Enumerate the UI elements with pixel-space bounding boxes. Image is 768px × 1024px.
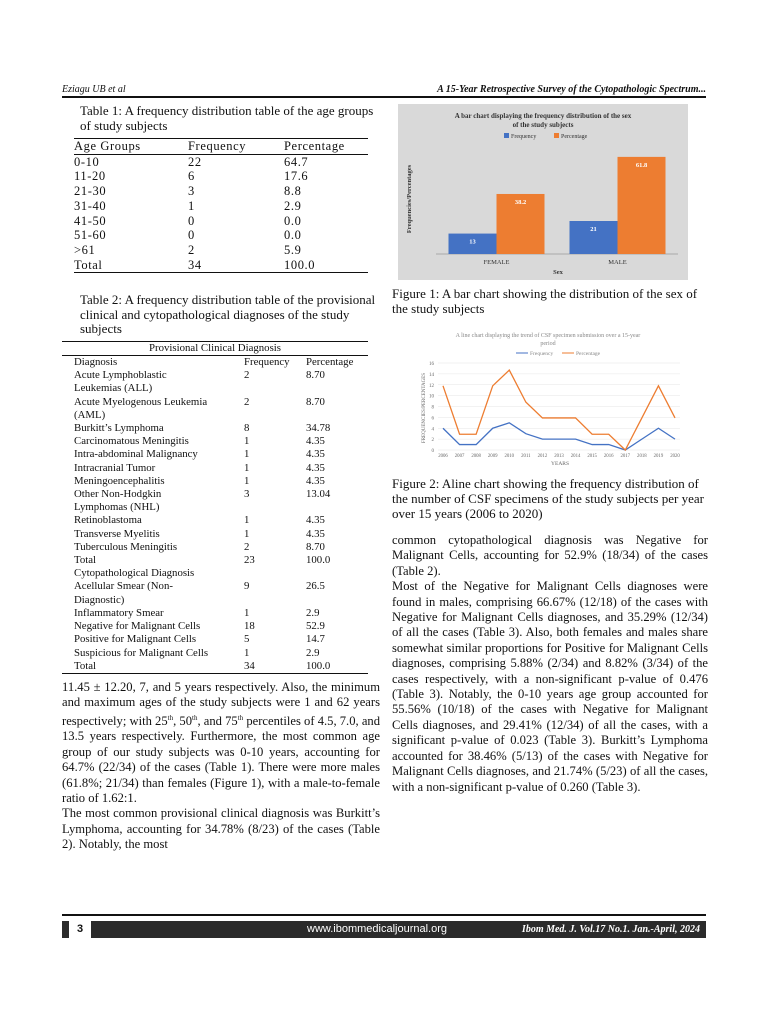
left-body-text	[62, 680, 380, 853]
table-row	[62, 356, 368, 370]
cell-label: Tuberculous Meningitis	[74, 540, 178, 553]
legend-label: Frequency	[511, 134, 537, 140]
cell-label: Positive for Malignant Cells	[74, 633, 197, 646]
cell-value: 1	[188, 198, 195, 213]
x-tick-label: 2016	[603, 454, 614, 459]
cell-value: 9	[244, 580, 250, 593]
figure1-caption: Figure 1: A bar chart showing the distribution of the sex of the study subjects	[392, 286, 698, 316]
legend-swatch	[504, 133, 509, 138]
section-title: Provisional Clinical Diagnosis	[149, 341, 281, 354]
cell-value: 1	[244, 435, 250, 448]
cell-value: 4.35	[306, 514, 325, 527]
cell-value: 1	[244, 606, 250, 619]
paragraph: Most of the Negative for Malignant Cells diagnoses were found in males, comprising 66.67% (12/18) of the cases with Negative for Malignant Cells diagnoses, and 35.29% (12/34) of all the cases (Table 3). Also, both females and males share somewhat similar proportions for Positive for Malignant Cells diagnoses, comprising 5.88% (2/34) and 8.82% (3/34) of the cases respectively, with a non-significant p-value of 0.476 (Table 3). Notably, the 0-10 years age group accounted for 55.56% (10/18) of the cases with Negative for Malignant Cells diagnoses, and 29.41% (12/34) of all the cases, with a significant p-value of 0.023 (Table 3). Burkitt’s Lymphoma accounted for 38.46% (5/13) of the cases with Negative for Malignant Cells diagnoses, and 21.74% (5/23) of all the cases, with a non-significant p-value of 0.260 (Table 3).	[392, 579, 708, 794]
cell-label: Total	[74, 257, 103, 272]
legend-label: Percentage	[561, 134, 588, 140]
cell-label: 41-50	[74, 213, 107, 228]
footer-rule	[62, 914, 706, 916]
cell-value: 8.70	[306, 540, 325, 553]
cell-value: 2.9	[284, 198, 302, 213]
cell-value: 8.70	[306, 369, 325, 382]
cell-value	[244, 567, 306, 580]
cell-label: Inflammatory Smear	[74, 606, 164, 619]
figure2-line-chart	[398, 328, 688, 470]
y-tick-label: 8	[431, 405, 434, 411]
cell-value: 64.7	[284, 154, 309, 169]
cell-value	[244, 382, 306, 395]
cell-value: 4.35	[306, 461, 325, 474]
cell-value: 0.0	[284, 228, 302, 243]
table-header-row	[74, 139, 368, 155]
journal-citation: Ibom Med. J. Vol.17 No.1. Jan.-April, 2024	[521, 924, 700, 935]
cell-value: Percentage	[284, 139, 368, 155]
y-tick-label: 0	[431, 449, 434, 454]
cell-value: 0.0	[284, 213, 302, 228]
running-header-authors: Eziagu UB et al	[62, 84, 126, 95]
cell-label: Acute Lymphoblastic	[74, 369, 167, 382]
cell-value: Percentage	[306, 356, 368, 370]
x-axis-label: Sex	[553, 269, 563, 276]
table-row	[74, 184, 368, 199]
y-axis-label: Frequencies/Percentages	[406, 164, 413, 234]
cell-label: 51-60	[74, 228, 107, 243]
table-row	[62, 382, 368, 395]
table-row	[62, 448, 368, 461]
cell-value: 18	[244, 620, 255, 633]
table-row	[74, 169, 368, 184]
cell-value: 5	[244, 633, 250, 646]
y-tick-label: 2	[431, 438, 434, 444]
cell-value: 14.7	[306, 633, 325, 646]
legend-swatch	[554, 133, 559, 138]
x-tick-label: 2012	[537, 454, 548, 459]
legend-label: Percentage	[576, 351, 601, 357]
figure2-caption: Figure 2: Aline chart showing the frequency distribution of the number of CSF specimens of the study subjects per year over 15 years (2006 to 2020)	[392, 476, 704, 521]
cell-value: Frequency	[244, 356, 306, 370]
cell-label: Intra-abdominal Malignancy	[74, 448, 198, 461]
cell-value: 4.35	[306, 435, 325, 448]
table-row	[74, 214, 368, 229]
cell-value: 1	[244, 646, 250, 659]
cell-label: Acute Myelogenous Leukemia	[74, 395, 208, 408]
journal-website-link[interactable]: www.ibommedicaljournal.org	[307, 923, 448, 935]
figure1-bar-chart	[398, 104, 688, 280]
table-row	[62, 475, 368, 488]
cell-label: Acellular Smear (Non-	[74, 580, 173, 593]
cell-value	[306, 382, 368, 395]
series-line	[443, 370, 675, 450]
chart-title: A line chart displaying the trend of CSF specimen submission over a 15-year	[455, 333, 641, 339]
table-row	[62, 567, 368, 580]
cell-value: 1	[244, 474, 250, 487]
data-label: 13	[469, 238, 476, 246]
cell-label: Intracranial Tumor	[74, 461, 156, 474]
line-chart-svg	[398, 328, 688, 470]
cell-value: 22	[188, 154, 202, 169]
table-row	[62, 514, 368, 527]
table-row	[74, 243, 368, 258]
cell-label: Diagnostic)	[74, 593, 125, 606]
cell-value: 2	[244, 540, 250, 553]
cell-label: Total	[74, 554, 97, 567]
cell-value: 100.0	[284, 257, 316, 272]
cell-value: 1	[244, 527, 250, 540]
table-row	[62, 422, 368, 435]
table-row	[74, 154, 368, 169]
x-tick-label: FEMALE	[483, 259, 510, 266]
table-section-header	[62, 341, 368, 355]
table-row	[62, 528, 368, 541]
cell-value: 3	[244, 488, 250, 501]
cell-value: 100.0	[306, 659, 331, 672]
y-tick-label: 12	[429, 383, 434, 389]
cell-label: Negative for Malignant Cells	[74, 620, 201, 633]
paragraph: common cytopathological diagnosis was Negative for Malignant Cells, accounting for 52.9% (18/34) of the cases (Table 2).	[392, 533, 708, 578]
cell-value: 100.0	[306, 554, 331, 567]
cell-label: Age Groups	[74, 139, 188, 155]
cell-value	[306, 594, 368, 607]
cell-value: 34	[244, 659, 255, 672]
right-body-text	[392, 533, 708, 795]
x-tick-label: 2019	[653, 454, 664, 459]
y-tick-label: 14	[429, 372, 434, 378]
cell-value: 8.8	[284, 184, 302, 199]
x-tick-label: 2007	[454, 454, 465, 459]
left-column	[62, 104, 380, 853]
cell-value: 0	[188, 228, 195, 243]
data-label: 61.8	[635, 161, 648, 169]
cell-label: Total	[74, 659, 97, 672]
table-row	[62, 554, 368, 567]
y-tick-label: 4	[431, 427, 434, 433]
cell-value: 34	[188, 257, 202, 272]
bar-chart-svg	[398, 104, 688, 280]
cell-value: 8	[244, 422, 250, 435]
cell-label: Transverse Myelitis	[74, 527, 160, 540]
table-row	[62, 462, 368, 475]
cell-value: 6	[188, 169, 195, 184]
table-row	[62, 501, 368, 514]
x-axis-label: YEARS	[550, 461, 570, 467]
x-tick-label: 2008	[471, 454, 481, 459]
cell-value	[244, 501, 306, 514]
data-label: 21	[590, 226, 597, 233]
bar	[618, 157, 666, 254]
cell-label: Diagnosis	[62, 356, 244, 370]
cell-value	[244, 409, 306, 422]
x-tick-label: 2011	[521, 454, 531, 459]
cell-label: >61	[74, 242, 96, 257]
cell-value: 4.35	[306, 448, 325, 461]
table-row	[62, 409, 368, 422]
cell-value: 2	[244, 369, 250, 382]
cell-value: 17.6	[284, 169, 309, 184]
cell-label: Other Non-Hodgkin	[74, 488, 162, 501]
cell-label: 21-30	[74, 184, 107, 199]
cell-value: 2.9	[306, 606, 320, 619]
table-row	[62, 369, 368, 382]
x-tick-label: 2015	[587, 454, 597, 459]
table2	[62, 341, 368, 674]
cell-value: 4.35	[306, 527, 325, 540]
cell-value: 23	[244, 554, 255, 567]
table-row	[62, 594, 368, 607]
x-tick-label: 2020	[670, 454, 680, 459]
x-tick-label: 2006	[438, 454, 448, 459]
footer-bar	[62, 921, 706, 938]
paragraph: The most common provisional clinical diagnosis was Burkitt’s Lymphoma, accounting for 34.78% (8/23) of the cases (Table 2). Notably, the most	[62, 806, 380, 852]
y-tick-label: 10	[429, 394, 434, 400]
cell-value	[244, 594, 306, 607]
x-tick-label: 2014	[570, 454, 581, 459]
cell-label: 0-10	[74, 154, 100, 169]
series-line	[443, 423, 675, 450]
x-tick-label: 2017	[620, 454, 631, 459]
y-tick-label: 16	[429, 362, 434, 367]
cell-value: 3	[188, 184, 195, 199]
x-tick-label: 2013	[554, 454, 564, 459]
y-axis-label: FREQUENCIES/PERCENTAGES	[422, 372, 427, 444]
table-row	[62, 647, 368, 660]
cell-label: Meningoencephalitis	[74, 474, 165, 487]
cell-value	[306, 409, 368, 422]
running-header-title: A 15-Year Retrospective Survey of the Cytopathologic Spectrum...	[437, 84, 706, 95]
table-row	[74, 199, 368, 214]
chart-title: period	[540, 341, 556, 347]
table-row	[74, 228, 368, 243]
cell-value: 2.9	[306, 646, 320, 659]
paragraph: 11.45 ± 12.20, 7, and 5 years respectively. Also, the minimum and maximum ages of the study subjects were 1 and 62 years respectively; with 25th, 50th, and 75th percentiles of 4.5, 7.0, and 13.5 years respectively. Furthermore, the most common age group of our study subjects was 0-10 years, accounting for 64.7% (22/34) of the cases (Table 1). There were more males (61.8%; 21/34) than females (Figure 1), with a male-to-female ratio of 1.62:1.	[62, 679, 380, 805]
page-number: 3	[66, 921, 91, 938]
cell-value: 2	[188, 242, 195, 257]
table-row	[62, 620, 368, 633]
cell-value	[306, 501, 368, 514]
table-row	[62, 660, 368, 674]
header-rule	[62, 96, 706, 98]
x-tick-label: 2009	[487, 454, 498, 459]
table-row	[62, 396, 368, 409]
cell-value: 5.9	[284, 242, 302, 257]
cell-value	[306, 567, 368, 580]
cell-value: 2	[244, 395, 250, 408]
table1	[74, 138, 368, 273]
cell-value: Frequency	[188, 139, 284, 155]
table-row	[62, 435, 368, 448]
legend-label: Frequency	[530, 351, 554, 357]
cell-label: Burkitt’s Lymphoma	[74, 422, 164, 435]
cell-value: 8.70	[306, 395, 325, 408]
cell-label: Lymphomas (NHL)	[74, 501, 160, 514]
cell-value: 1	[244, 461, 250, 474]
cell-value: 4.35	[306, 474, 325, 487]
cell-value: 34.78	[306, 422, 331, 435]
cell-label: Carcinomatous Meningitis	[74, 435, 189, 448]
table-row	[62, 607, 368, 620]
cell-label: Leukemias (ALL)	[74, 382, 153, 395]
cell-value: 52.9	[306, 620, 325, 633]
table-row	[62, 488, 368, 501]
data-label: 38.2	[514, 198, 527, 206]
chart-title: of the study subjects	[512, 121, 574, 129]
cell-label: Cytopathological Diagnosis	[74, 567, 195, 580]
cell-label: Retinoblastoma	[74, 514, 142, 527]
x-tick-label: MALE	[608, 259, 627, 266]
cell-value: 0	[188, 213, 195, 228]
cell-label: 11-20	[74, 169, 106, 184]
chart-title: A bar chart displaying the frequency distribution of the sex	[454, 112, 632, 120]
table1-caption: Table 1: A frequency distribution table of the age groups of study subjects	[80, 103, 374, 133]
y-tick-label: 6	[431, 416, 434, 422]
table2-caption: Table 2: A frequency distribution table of the provisional clinical and cytopathological diagnoses of the study subjects	[80, 292, 376, 337]
table-row	[62, 580, 368, 593]
cell-value: 26.5	[306, 580, 325, 593]
cell-label: Suspicious for Malignant Cells	[74, 646, 209, 659]
cell-value: 13.04	[306, 488, 331, 501]
cell-value: 1	[244, 514, 250, 527]
cell-label: (AML)	[74, 408, 106, 421]
table-row	[74, 258, 368, 273]
cell-label: 31-40	[74, 198, 107, 213]
cell-value: 1	[244, 448, 250, 461]
x-tick-label: 2018	[637, 454, 647, 459]
table-row	[62, 633, 368, 646]
right-column	[392, 104, 708, 795]
x-tick-label: 2010	[504, 454, 515, 459]
table-row	[62, 541, 368, 554]
